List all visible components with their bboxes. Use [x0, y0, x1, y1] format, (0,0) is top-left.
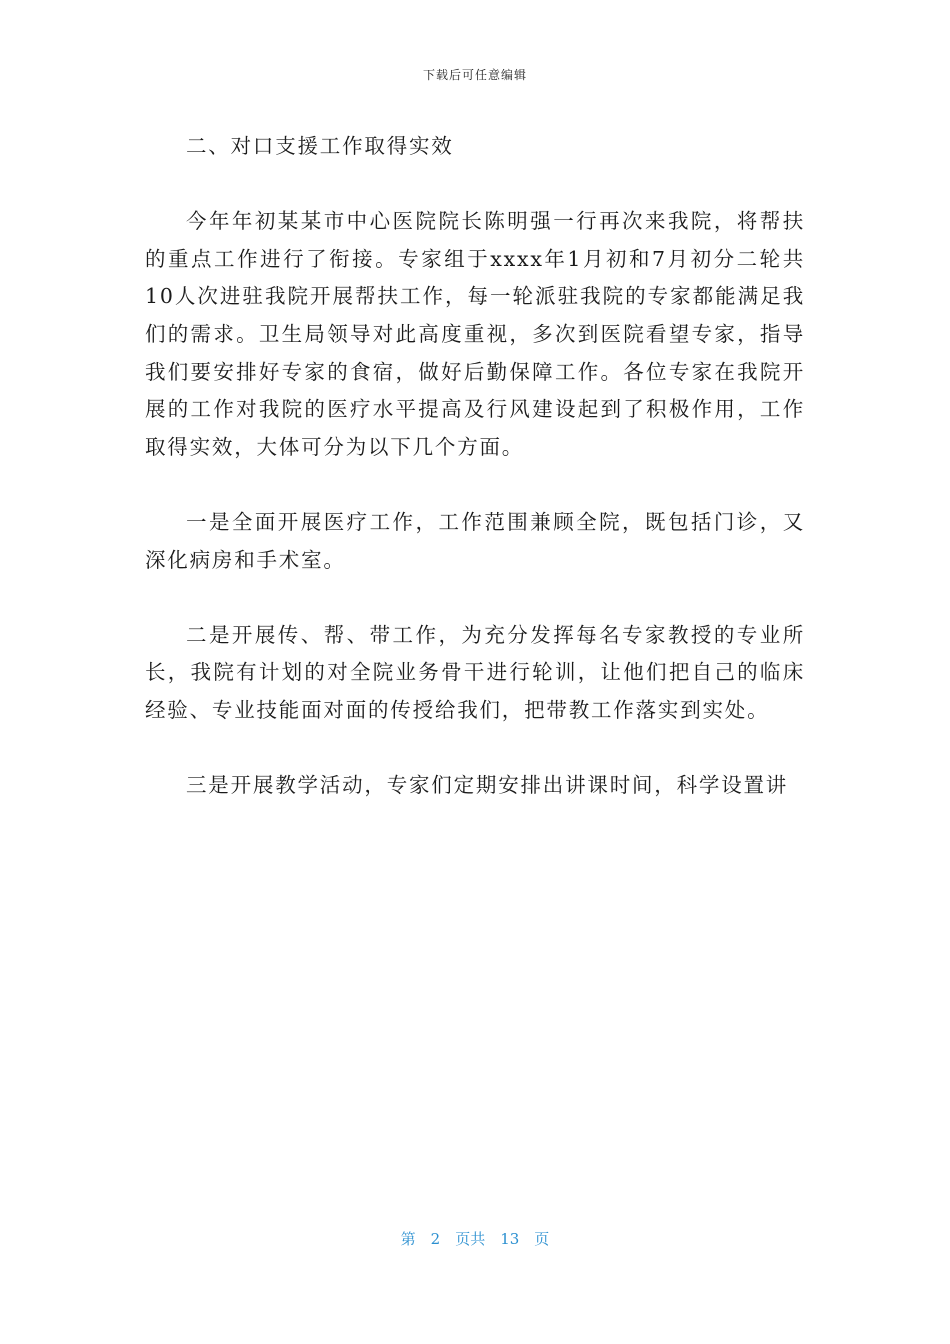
page-number-footer: 第 2 页共 13 页 [400, 1230, 550, 1248]
paragraph-1: 今年年初某某市中心医院院长陈明强一行再次来我院，将帮扶的重点工作进行了衔接。专家组于xxxx年1月初和7月初分二轮共10人次进驻我院开展帮扶工作，每一轮派驻我院的专家都能满足我们的需求。卫生局领导对此高度重视，多次到医院看望专家，指导我们要安排好专家的食宿，做好后勤保障工作。各位专家在我院开展的工作对我院的医疗水平提高及行风建设起到了积极作用，工作取得实效，大体可分为以下几个方面。 [145, 209, 805, 459]
paragraph-3: 二是开展传、帮、带工作，为充分发挥每名专家教授的专业所长，我院有计划的对全院业务骨干进行轮训，让他们把自己的临床经验、专业技能面对面的传授给我们，把带教工作落实到实处。 [145, 622, 805, 722]
paragraph-2: 一是全面开展医疗工作，工作范围兼顾全院，既包括门诊，又深化病房和手术室。 [145, 509, 805, 572]
page-header: 下载后可任意编辑 [422, 68, 527, 82]
document-body [145, 128, 805, 805]
paragraph-4: 三是开展教学活动，专家们定期安排出讲课时间，科学设置讲 [186, 773, 789, 798]
section-heading: 二、对口支援工作取得实效 [186, 134, 454, 158]
